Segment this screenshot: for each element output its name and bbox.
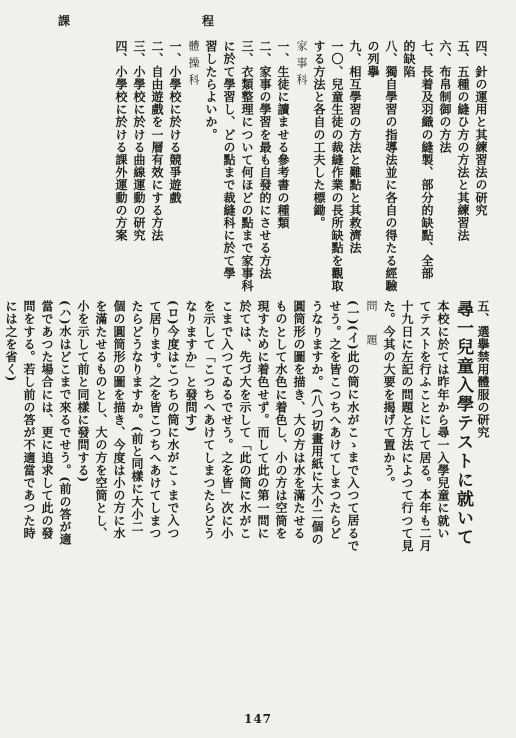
text-column: 本校に於ては昨年から尋一入學兒童に就い [436, 300, 450, 540]
text-column: 家事科 [295, 40, 308, 91]
text-column: (一)(イ)此の筒に水がこゝまで入つて居るで [346, 300, 360, 552]
text-column: 二、自由遊戲を一層有效にする方法 [150, 40, 164, 242]
text-column: を示して「こつちへあけてしまつたらどう [202, 300, 216, 540]
text-column: 圓筒形の圖を描き、大の方は水を滿たせる [292, 300, 306, 540]
text-column: なりますか」と發問す) [184, 300, 198, 433]
text-column: 五、五種の縫ひ方の方法と其練習法 [456, 40, 470, 242]
text-column: 四、針の運用と其練習法の研究 [474, 40, 488, 217]
text-column: 九、相互學習の方法と難點と其救濟法 [348, 40, 362, 255]
text-column: (ハ)水はどこまで來るでせう。(前の答が適 [58, 300, 72, 546]
text-column: 十九日に左記の問題と方法によつて行つて見 [400, 300, 414, 552]
upper-text-block [50, 40, 490, 292]
text-column: に於て學習し、どの點まで裁縫科に於て學 [222, 40, 236, 280]
text-column: 一、生徒に讀ませる參考書の種類 [276, 40, 290, 229]
text-column: 習したらよいか。 [204, 40, 218, 141]
text-column: の列擧 [366, 40, 380, 78]
header-left: 課 [58, 14, 73, 28]
text-column: 於ては、先づ大を示して「此の筒に水がこ [238, 300, 252, 540]
text-column: 一、小學校に於ける競爭遊戲 [168, 40, 182, 204]
text-column: て居ります。之を皆こつちへあけてしまつ [148, 300, 162, 540]
text-column: する方法と各自の工夫した標鋤。 [312, 40, 326, 229]
text-column: てテストを行ふことにして居る。本年も二月 [418, 300, 432, 552]
text-column: 七、長着及羽織の縫製、部分的缺點、全部 [420, 40, 434, 280]
lower-text-block [4, 300, 492, 700]
text-column: には之を省く) [4, 300, 18, 382]
running-header [58, 12, 216, 26]
text-column: 三、衣類整理について何ほどの點まで家事科 [240, 40, 254, 292]
text-column: 四、小學校に於ける課外運動の方案 [114, 40, 128, 242]
text-column: 體操科 [187, 40, 200, 91]
text-column: せう。之を皆こつちへあけてしまつたらど [328, 300, 342, 540]
text-column: うなりますか。(八つ切畫用紙に大小二個の [310, 300, 324, 546]
text-column: を滿たせるものとし、大の方を空筒とし、 [94, 300, 108, 540]
page-number: 147 [243, 712, 273, 726]
text-column: 三、小學校に於ける曲線運動の研究 [132, 40, 146, 242]
text-column: 問をする。若し前の答が不適當であつた時 [22, 300, 36, 540]
text-column: 當であつた場合には、更に追求して此の發 [40, 300, 54, 540]
text-column: 一〇、兒童生徒の裁縫作業の長所缺點を觀取 [330, 40, 344, 292]
text-column: こまで入つてゐるでせう。之を皆」次に小 [220, 300, 234, 540]
header-right: 程 [201, 14, 216, 28]
text-column: 小を示して前と同樣に發問する) [76, 300, 90, 483]
text-column: た。今其の大要を揭げて置かう。 [382, 300, 396, 489]
text-column: 尋一兒童入學テストに就いて [453, 300, 473, 547]
text-column: 現すために着色せず。而して此の第一問に [256, 300, 270, 540]
text-column: 二、家事の學習を最も自發的にさせる方法 [258, 40, 272, 280]
text-column: 的缺陷 [402, 40, 416, 78]
text-column: (ロ)今度はこつちの筒に水がこゝまで入つ [166, 300, 180, 540]
text-column: 六、布帛制御の方法 [438, 40, 452, 154]
text-column: ものとして水色に着色し、小の方は空筒を [274, 300, 288, 540]
text-column: 個の圓筒形の圖を描き、今度は小の方に水 [112, 300, 126, 540]
text-column: 五、選擧禁用體服の研究 [476, 300, 490, 439]
text-column: たらどうなりますか。(前と同樣に大小二 [130, 300, 144, 534]
text-column [0, 300, 2, 700]
text-column: 問 題 [365, 300, 378, 351]
text-column: 八、獨自學習の指導法並に各自の得たる經驗 [384, 40, 398, 292]
